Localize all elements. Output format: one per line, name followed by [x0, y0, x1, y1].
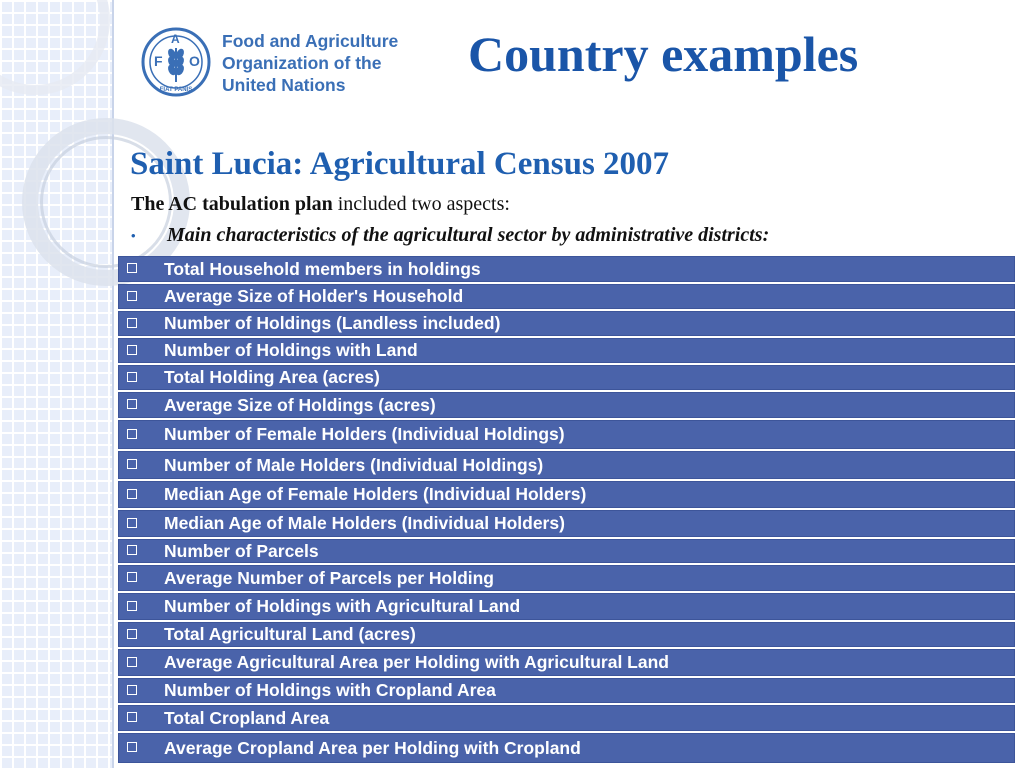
list-item	[118, 678, 1015, 703]
characteristics-list	[118, 256, 1015, 764]
intro-text	[131, 191, 510, 217]
checkbox-square-icon	[127, 685, 137, 695]
checkbox-square-icon	[127, 263, 137, 273]
list-item	[118, 311, 1015, 336]
intro-bold: The AC tabulation plan	[131, 193, 333, 215]
checkbox-square-icon	[127, 601, 137, 611]
checkbox-square-icon	[127, 291, 137, 301]
list-item	[118, 392, 1015, 418]
list-item-label: Total Cropland Area	[164, 707, 330, 728]
checkbox-square-icon	[127, 712, 137, 722]
org-name-line: Organization of the	[222, 53, 382, 73]
logo-letter-f: F	[154, 53, 163, 69]
checkbox-square-icon	[127, 318, 137, 328]
checkbox-square-icon	[127, 572, 137, 582]
logo-motto: FIAT PANIS	[159, 87, 193, 93]
list-item-label: Median Age of Male Holders (Individual Holders)	[164, 513, 565, 533]
list-item	[118, 705, 1015, 731]
list-item	[118, 565, 1015, 591]
checkbox-square-icon	[127, 489, 137, 499]
list-item-label: Average Size of Holdings (acres)	[164, 394, 436, 415]
list-item-label: Number of Male Holders (Individual Holdings)	[164, 454, 544, 475]
list-item-label: Average Size of Holder's Household	[164, 286, 464, 306]
list-item-label: Total Household members in holdings	[164, 258, 481, 279]
checkbox-square-icon	[127, 545, 137, 555]
decorative-grid-strip	[0, 0, 114, 768]
list-item-label: Number of Female Holders (Individual Holdings)	[164, 424, 565, 444]
checkbox-square-icon	[127, 429, 137, 439]
logo-letter-a: A	[171, 32, 180, 46]
list-item	[118, 622, 1015, 647]
list-item-label: Number of Holdings with Land	[164, 340, 418, 360]
list-item-label: Total Holding Area (acres)	[164, 367, 380, 387]
list-item	[118, 420, 1015, 449]
organization-name	[222, 30, 398, 96]
checkbox-square-icon	[127, 459, 137, 469]
list-item-label: Number of Holdings with Cropland Area	[164, 680, 496, 700]
page-title: Country examples	[468, 26, 859, 82]
list-item	[118, 451, 1015, 479]
checkbox-square-icon	[127, 657, 137, 667]
list-item-label: Average Cropland Area per Holding with Cropland	[164, 737, 581, 758]
checkbox-square-icon	[127, 399, 137, 409]
bullet-text: Main characteristics of the agricultural sector by administrative districts:	[167, 224, 770, 246]
list-item-label: Average Number of Parcels per Holding	[164, 567, 494, 588]
section-subtitle: Saint Lucia: Agricultural Census 2007	[130, 146, 670, 182]
list-item	[118, 539, 1015, 563]
list-item	[118, 733, 1015, 763]
list-item	[118, 284, 1015, 309]
bullet-line	[131, 222, 769, 249]
list-item	[118, 510, 1015, 537]
list-item	[118, 365, 1015, 390]
bullet-icon: •	[131, 228, 136, 244]
list-item-label: Total Agricultural Land (acres)	[164, 624, 416, 644]
list-item	[118, 256, 1015, 282]
list-item	[118, 338, 1015, 363]
fao-logo	[140, 26, 212, 98]
org-name-line: United Nations	[222, 75, 346, 95]
org-name-line: Food and Agriculture	[222, 31, 399, 51]
list-item-label: Number of Holdings with Agricultural Land	[164, 596, 521, 616]
list-item-label: Average Agricultural Area per Holding with Agricultural Land	[164, 652, 669, 672]
checkbox-square-icon	[127, 345, 137, 355]
list-item	[118, 481, 1015, 508]
list-item-label: Median Age of Female Holders (Individual Holders)	[164, 484, 587, 504]
logo-letter-o: O	[189, 53, 200, 69]
list-item-label: Number of Parcels	[164, 540, 319, 561]
checkbox-square-icon	[127, 629, 137, 639]
checkbox-square-icon	[127, 518, 137, 528]
intro-rest: included two aspects:	[332, 193, 510, 215]
list-item	[118, 649, 1015, 676]
checkbox-square-icon	[127, 372, 137, 382]
list-item	[118, 593, 1015, 620]
list-item-label: Number of Holdings (Landless included)	[164, 313, 501, 333]
checkbox-square-icon	[127, 742, 137, 752]
